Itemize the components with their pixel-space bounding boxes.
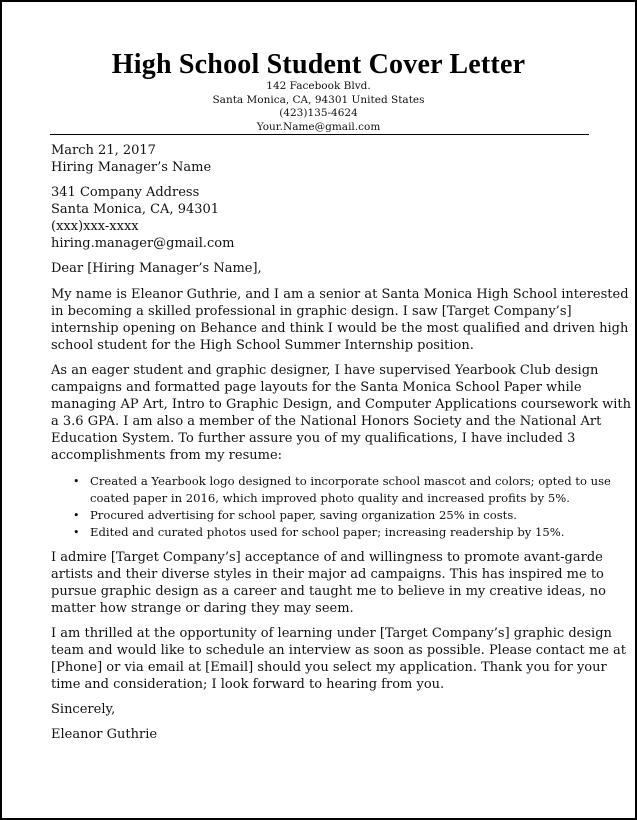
bullet-icon: • [73, 526, 80, 539]
recipient-email: hiring.manager@gmail.com [51, 236, 235, 251]
paragraph-line: I am thrilled at the opportunity of learning under [Target Company’s] graphic design [51, 626, 612, 641]
closing: Sincerely, [51, 702, 116, 717]
bullet-line: Procured advertising for school paper, saving organization 25% in costs. [90, 508, 517, 522]
paragraph-motivation [51, 549, 606, 617]
salutation: Dear [Hiring Manager’s Name], [51, 261, 262, 276]
paragraph-line: a 3.6 GPA. I am also a member of the National Honors Society and the National Art [51, 414, 602, 429]
paragraph-line: managing AP Art, Intro to Graphic Design, and Computer Applications coursework with [51, 397, 631, 412]
recipient-name: Hiring Manager’s Name [51, 160, 212, 175]
paragraph-line: team and would like to schedule an interview as soon as possible. Please contact me at [51, 643, 627, 658]
paragraph-line: time and consideration; I look forward to hearing from you. [51, 677, 445, 692]
recipient-city: Santa Monica, CA, 94301 [51, 202, 220, 217]
bullet-icon: • [73, 509, 80, 522]
sender-city: Santa Monica, CA, 94301 United States [212, 93, 425, 106]
paragraph-line: internship opening on Behance and think I would be the most qualified and driven high [51, 321, 629, 336]
paragraph-intro [51, 286, 629, 354]
paragraph-line: artists and their diverse styles in their major ad campaigns. This has inspired me to [51, 567, 604, 582]
recipient-phone: (xxx)xxx-xxxx [51, 219, 139, 234]
paragraph-line: pursue graphic design as a career and taught me to believe in my creative ideas, no [51, 584, 606, 599]
paragraph-line: My name is Eleanor Guthrie, and I am a senior at Santa Monica High School interested [51, 287, 629, 302]
page-title: High School Student Cover Letter [111, 49, 526, 80]
header-divider [50, 134, 589, 135]
sender-email: Your.Name@gmail.com [256, 120, 381, 133]
list-item [51, 524, 591, 541]
paragraph-closing [51, 625, 627, 693]
paragraph-line: accomplishments from my resume: [51, 448, 283, 463]
letter-date: March 21, 2017 [51, 143, 156, 158]
list-item [51, 473, 611, 507]
recipient-address: 341 Company Address [51, 185, 200, 200]
accomplishments-list [51, 473, 611, 541]
bullet-line: Created a Yearbook logo designed to incorporate school mascot and colors; opted to use [90, 474, 611, 488]
paragraph-line: school student for the High School Summer Internship position. [51, 338, 474, 353]
list-item [51, 507, 591, 524]
sender-phone: (423)135-4624 [279, 107, 358, 119]
paragraph-experience [51, 362, 631, 464]
paragraph-line: [Phone] or via email at [Email] should you select my application. Thank you for your [51, 660, 607, 675]
paragraph-line: As an eager student and graphic designer, I have supervised Yearbook Club design [51, 363, 599, 378]
signature-name: Eleanor Guthrie [51, 727, 158, 742]
paragraph-line: in becoming a skilled professional in graphic design. I saw [Target Company’s] [51, 304, 572, 319]
bullet-line: coated paper in 2016, which improved photo quality and increased profits by 5%. [90, 491, 570, 505]
letter-header [2, 50, 635, 134]
paragraph-line: Education System. To further assure you of my qualifications, I have included 3 [51, 431, 576, 446]
paragraph-line: campaigns and formatted page layouts for the Santa Monica School Paper while [51, 380, 582, 395]
letter-body [51, 142, 631, 743]
bullet-line: Edited and curated photos used for school paper; increasing readership by 15%. [90, 525, 565, 539]
paragraph-line: I admire [Target Company’s] acceptance of and willingness to promote avant-garde [51, 550, 603, 565]
bullet-icon: • [73, 475, 80, 488]
sender-address: 142 Facebook Blvd. [266, 80, 371, 92]
paragraph-line: matter how strange or daring they may seem. [51, 601, 354, 616]
